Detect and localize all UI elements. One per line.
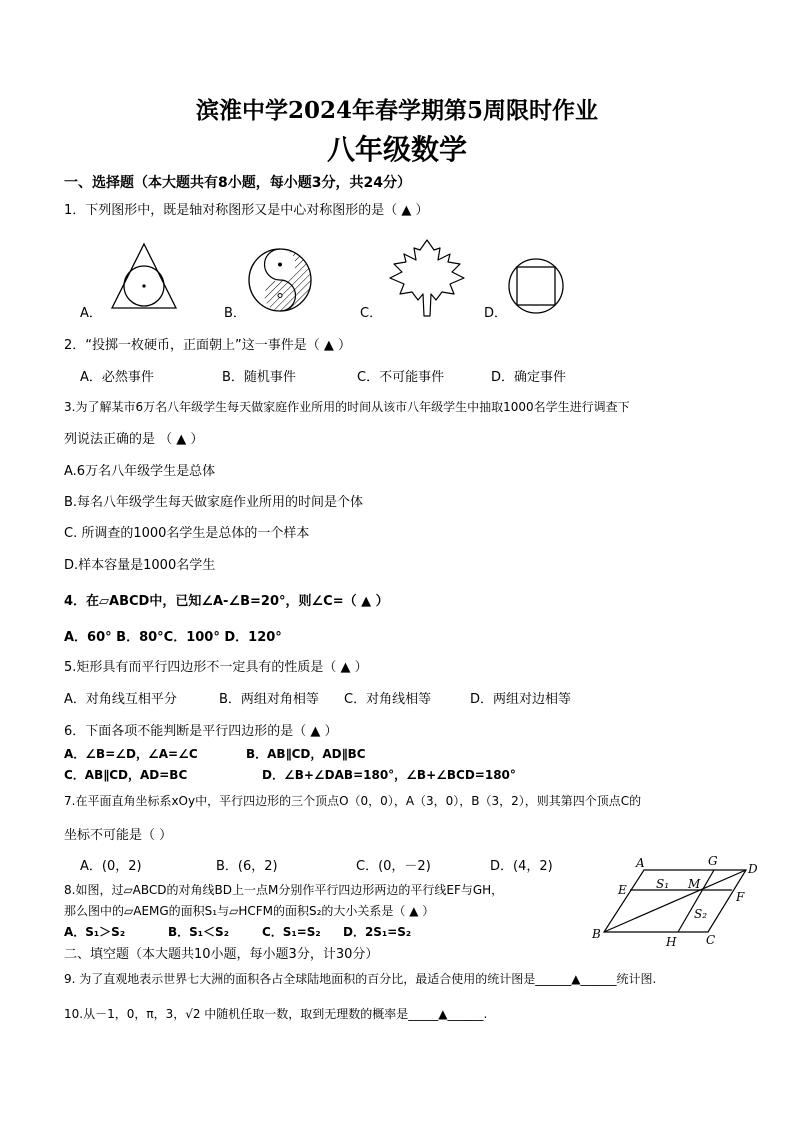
q3-option-b: B.每名八年级学生每天做家庭作业所用的时间是个体 [64,495,364,510]
q4-options: A．60° B．80°C．100° D．120° [64,630,282,645]
q5-option-b: B．两组对角相等 [219,692,319,707]
q8-parallelogram-figure [588,848,768,952]
label-c: C [706,933,716,947]
q8-stem-line1: 8.如图，过▱ABCD的对角线BD上一点M分别作平行四边形两边的平行线EF与GH， [64,883,504,897]
q3-option-a: A.6万名八年级学生是总体 [64,464,216,479]
label-s1: S₁ [656,877,670,891]
q6-option-c: C．AB∥CD，AD=BC [64,768,188,782]
q7-stem-line2: 坐标不可能是（ ） [64,828,173,843]
q5-stem: 5.矩形具有而平行四边形不一定具有的性质是（ ▲ ） [64,660,368,675]
q6-option-b: B．AB∥CD，AD∥BC [246,747,366,761]
q6-stem: 6．下面各项不能判断是平行四边形的是（ ▲ ） [64,724,338,739]
q1-option-a: A． [80,306,102,321]
section2-heading: 二、填空题（本大题共10小题，每小题3分，计30分） [64,947,379,962]
q2-option-c: C．不可能事件 [357,370,445,385]
q3-stem-line2: 列说法正确的是 （ ▲ ） [64,432,204,447]
q1-figure-b-taiji [246,246,314,314]
q5-option-a: A．对角线互相平分 [64,692,177,707]
page-subtitle: 八年级数学 [326,133,467,166]
q6-option-d: D．∠B+∠DAB=180°，∠B+∠BCD=180° [262,768,516,782]
label-d: D [748,862,758,876]
q1-stem: 1．下列图形中，既是轴对称图形又是中心对称图形的是（ ▲ ） [64,203,429,218]
label-g: G [708,854,718,868]
label-f: F [736,890,745,904]
q1-option-c: C． [360,306,383,321]
q7-option-d: D．(4，2) [490,859,553,874]
page-title: 滨淮中学2024年春学期第5周限时作业 [195,97,599,124]
section1-heading: 一、选择题（本大题共有8小题，每小题3分，共24分） [64,175,411,191]
label-m: M [688,877,701,891]
q7-option-a: A．(0，2) [80,859,142,874]
q4-stem: 4．在▱ABCD中，已知∠A-∠B=20°，则∠C=（ ▲ ） [64,594,389,609]
q5-option-d: D．两组对边相等 [470,692,572,707]
q7-option-b: B．(6，2) [216,859,278,874]
q1-figure-a-triangle-circle [108,240,180,312]
q5-option-c: C．对角线相等 [344,692,432,707]
q2-stem: 2．“投掷一枚硬币，正面朝上”这一事件是（ ▲ ） [64,338,352,353]
q6-option-a: A．∠B=∠D，∠A=∠C [64,747,198,761]
q1-option-b: B． [224,306,246,321]
q1-option-d: D． [484,306,508,321]
q7-stem-line1: 7.在平面直角坐标系xOy中，平行四边形的三个顶点O（0，0），A（3，0），B（3，2），则其第四个顶点C的 [64,794,642,808]
q1-figure-c-maple-leaf [384,236,470,322]
q8-option-a: A．S₁＞S₂ [64,925,126,939]
q3-option-c: C. 所调查的1000名学生是总体的一个样本 [64,526,310,541]
label-a: A [636,856,645,870]
q1-figure-d-square-in-circle [506,256,566,316]
q9-stem: 9. 为了直观地表示世界七大洲的面积各占全球陆地面积的百分比，最适合使用的统计图是______▲______统计图. [64,972,657,986]
q2-option-a: A．必然事件 [80,370,154,385]
label-s2: S₂ [694,907,708,921]
q8-stem-line2: 那么图中的▱AEMG的面积S₁与▱HCFM的面积S₂的大小关系是（ ▲ ） [64,904,435,918]
q8-option-c: C．S₁=S₂ [262,925,321,939]
q10-stem: 10.从－1，0，π，3，√2 中随机任取一数，取到无理数的概率是_____▲______. [64,1007,488,1021]
label-e: E [618,883,627,897]
q8-option-b: B．S₁＜S₂ [168,925,229,939]
q3-stem-line1: 3.为了解某市6万名八年级学生每天做家庭作业所用的时间从该市八年级学生中抽取1000名学生进行调查下 [64,400,630,414]
q2-option-b: B．随机事件 [222,370,296,385]
q7-option-c: C．(0，－2) [356,859,431,874]
label-h: H [666,935,677,949]
q3-option-d: D.样本容量是1000名学生 [64,558,216,573]
label-b: B [592,927,601,941]
q2-option-d: D．确定事件 [491,370,567,385]
q8-option-d: D．2S₁=S₂ [343,925,412,939]
